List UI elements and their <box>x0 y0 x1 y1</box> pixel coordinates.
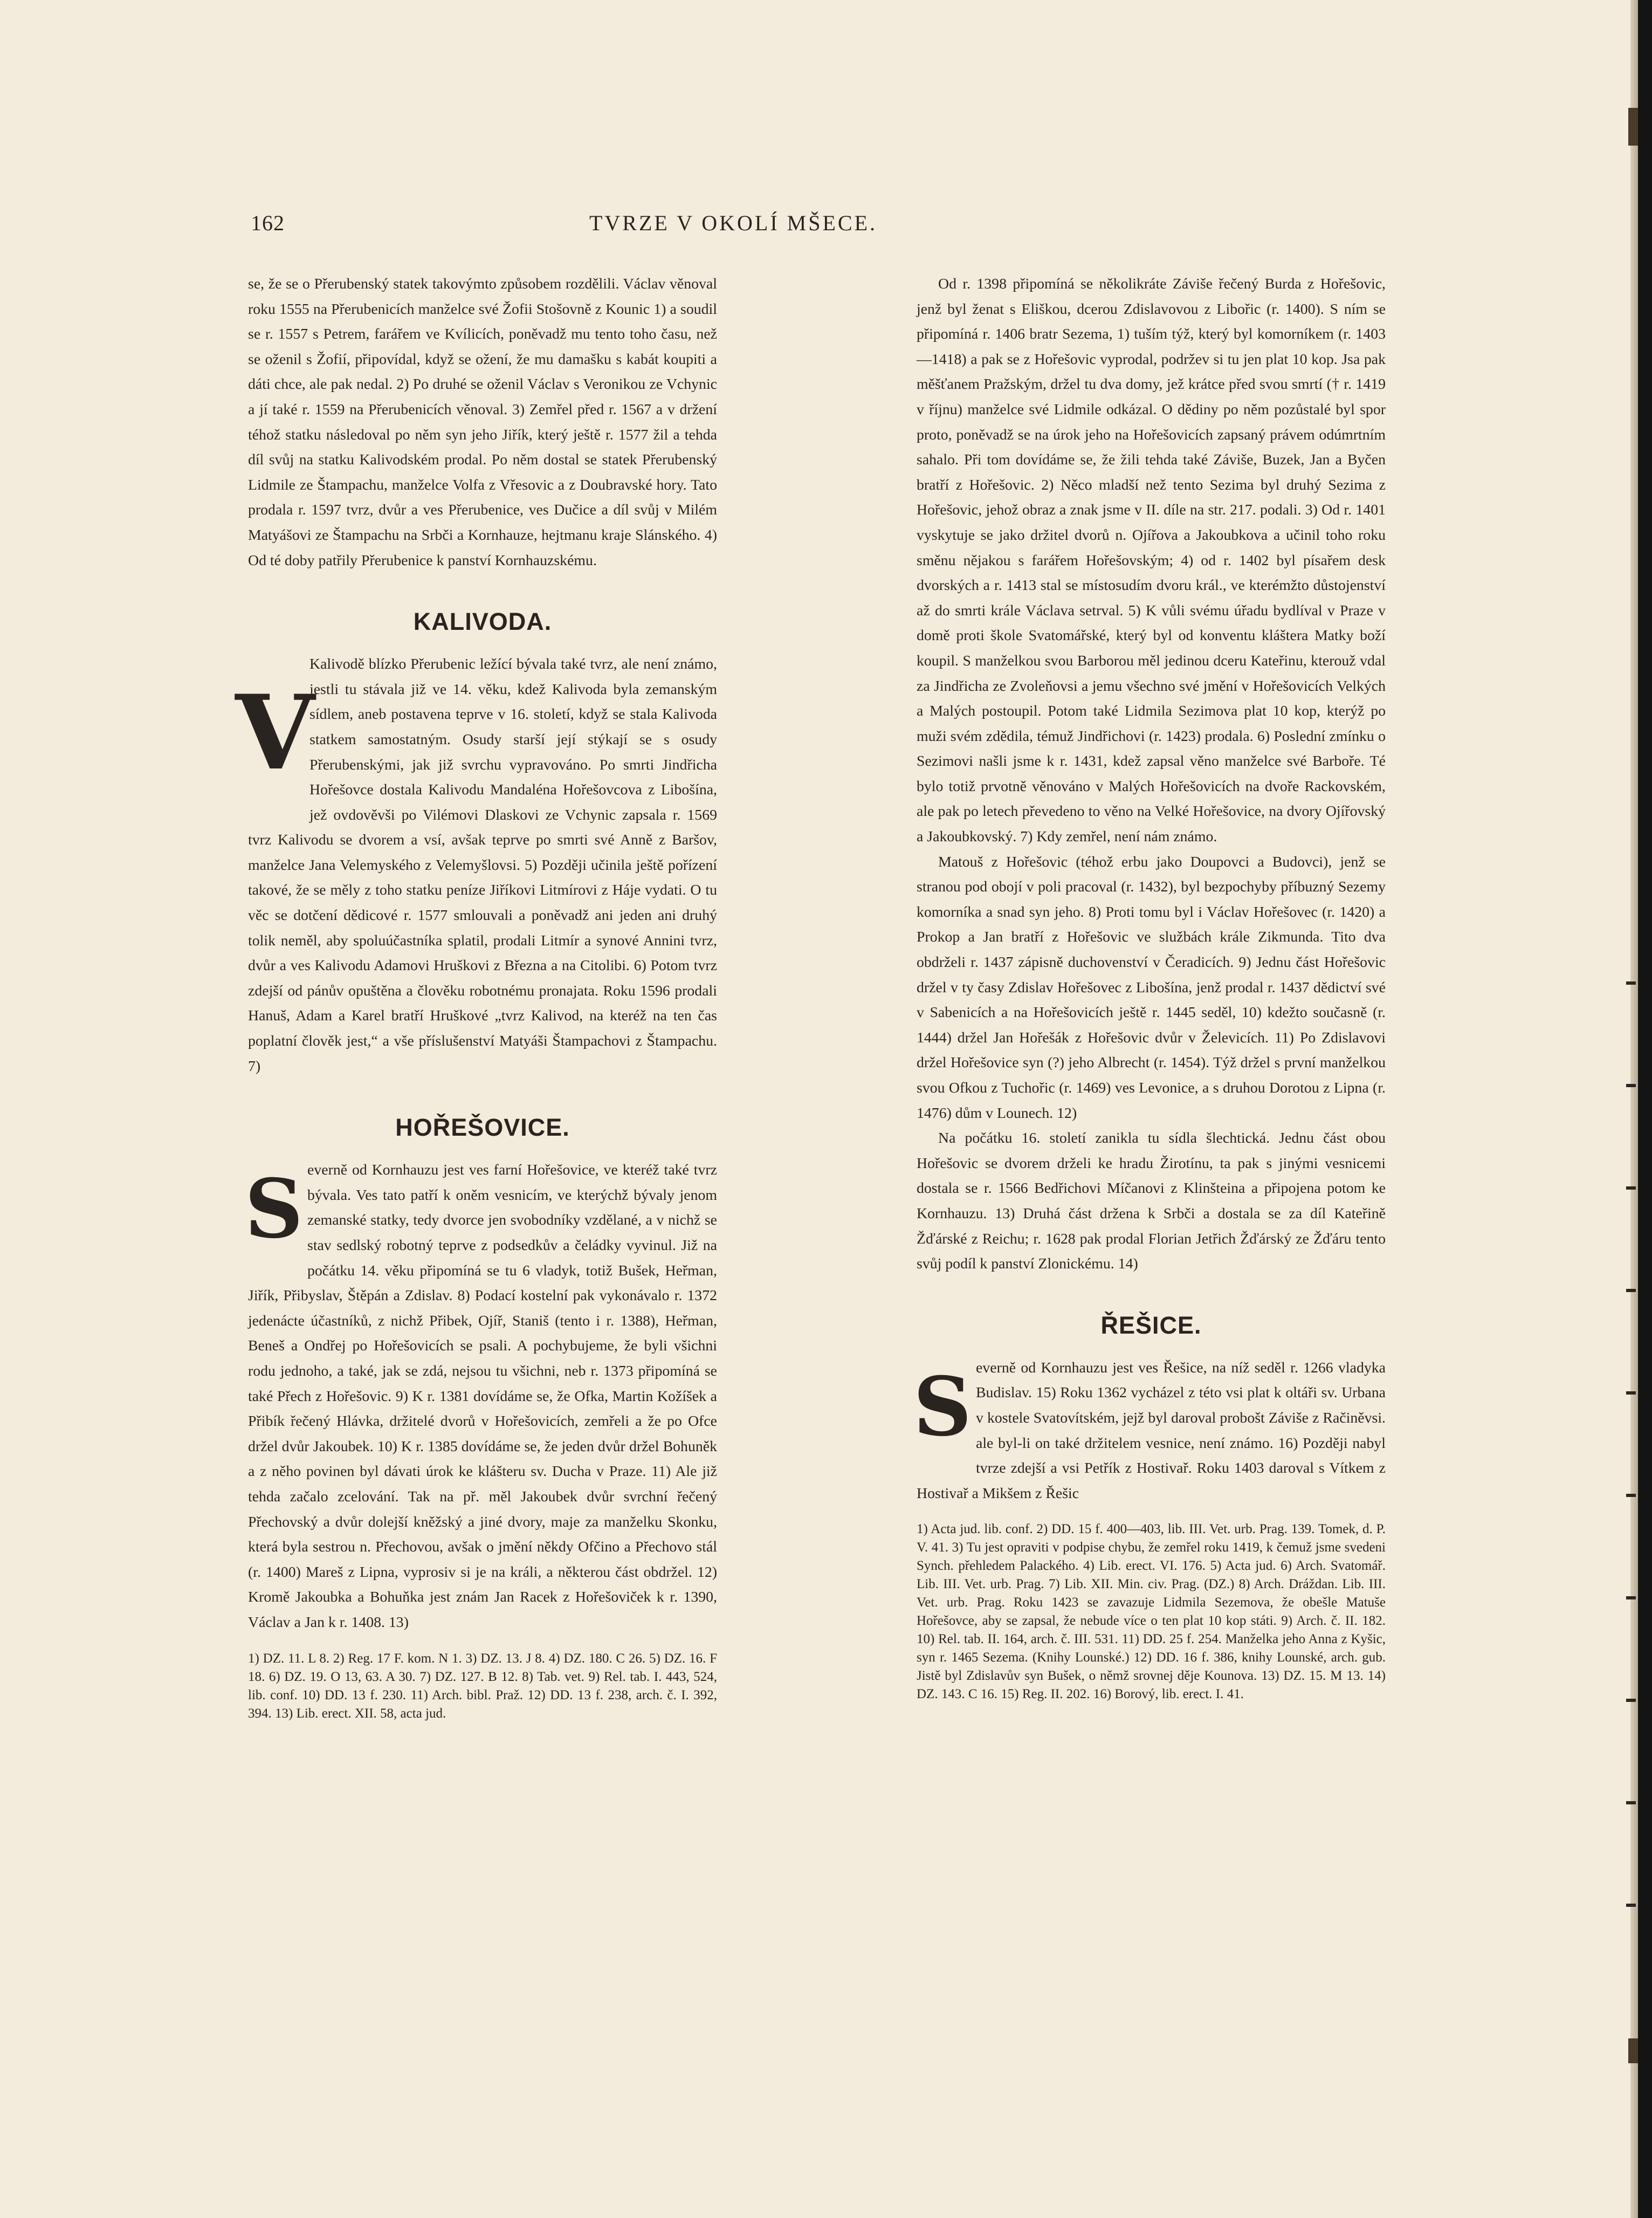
binding-tab <box>1628 108 1638 146</box>
section-title-resice: ŘEŠICE. <box>1100 1311 1202 1339</box>
paragraph: Na počátku 16. století zanikla tu sídla šlechtická. Jednu část obou Hořešovic se dvorem drželi ke hradu Žirotínu, ta pak s jinými vesnicemi dostala se r. 1566 Bedřichovi Míčanovi z Klinšteina a připojena potom ke Kornhauzu. 13) Druhá část držena k Srbči a dostala se za díl Kateřině Žďárské z Reichu; r. 1628 pak prodal Florian Jetřich Žďárský ze Žďáru tento svůj podíl k panství Zlonickému. 14) <box>917 1130 1386 1273</box>
margin-tick <box>1626 1391 1636 1395</box>
scan-border <box>1638 0 1652 2218</box>
margin-tick <box>1626 1289 1636 1292</box>
ornamental-initial: V <box>235 672 315 793</box>
section-text-horesovice: everně od Kornhauzu jest ves farní Hořešovice, ve kteréž také tvrz bývala. Ves tato patří k oněm vesnicím, ve kterýchž bývaly jenom zemanské statky, tedy dvorce jen svobodníky vzdělané, a v nichž se stav sedlský robotný teprve z podsedkův a čeládky vyvinul. Již na počátku 14. věku připomíná se tu 6 vladyk, totiž Bušek, Heřman, Jiřík, Přibyslav, Štěpán a Zdislav. 8) Podací kostelní pak vykonávalo r. 1372 jedenácte účastníků, z nichž Přibek, Ojíř, Staniš (tento i r. 1388), Heřman, Beneš a Ondřej po Hořešovicích se psali. A pochybujeme, že byli všichni rodu jednoho, a také, jak se zdá, nejsou tu všichni, neb r. 1373 připomíná se také Přech z Hořešovic. 9) K r. 1381 dovídáme se, že Ofka, Martin Kožíšek a Přibík řečený Hlávka, držitelé dvorů v Hořešovicích, zemřeli a že po Ofce držel dvůr Jakoubek. 10) K r. 1385 dovídáme se, že jeden dvůr držel Bohuněk a z něho povinen byl dávati úrok ke klášteru sv. Ducha v Praze. 11) Ale již tehda začalo zcelování. Tak na př. měl Jakoubek dvůr svrchní řečený Přechovský a dvůr dolejší kněžský a jiné dvory, maje za manželku Skonku, která byla sestrou n. Přechovou, avšak o jmění někdy Ofčino a Přechovo stál (r. 1400) Mareš z Lipna, vyprosiv si je na králi, a některou část obdržel. 12) Kromě Jakoubka a Bohuňka jest znám Jan Racek z Hořešoviček k r. 1390, Václav a Jan k r. 1408. 13) <box>248 1162 717 1631</box>
margin-tick <box>1626 1084 1636 1087</box>
footnotes-left <box>248 1650 717 1723</box>
margin-tick <box>1626 1186 1636 1190</box>
page-header <box>251 210 1216 243</box>
right-column <box>913 272 1386 1704</box>
margin-tick <box>1626 1699 1636 1702</box>
section-text-resice: everně od Kornhauzu jest ves Řešice, na níž seděl r. 1266 vladyka Budislav. 15) Roku 1362 vycházel z této vsi plat k oltáři sv. Urbana v kostele Svatovítském, jejž byl daroval probošt Záviše z Račiněvsi. ale byl-li on také držitelem vesnice, není známo. 16) Později nabyl tvrze zdejší a vsi Petřík z Hostivař. Roku 1403 daroval s Vítkem z Hostivař a Mikšem z Řešic <box>917 1359 1386 1502</box>
footnotes-text: 1) DZ. 11. L 8. 2) Reg. 17 F. kom. N 1. 3) DZ. 13. J 8. 4) DZ. 180. C 26. 5) DZ. 16. F 18. 6) DZ. 19. O 13, 63. A 30. 7) DZ. 127. B 12. 8) Tab. vet. 9) Rel. tab. I. 443, 524, lib. conf. 10) DD. 13 f. 230. 11) Arch. bibl. Praž. 12) DD. 13 f. 238, arch. č. I. 392, 394. 13) Lib. erect. XII. 58, acta jud. <box>248 1651 717 1721</box>
margin-tick <box>1626 1596 1636 1599</box>
page-number: 162 <box>251 211 285 235</box>
section-text-kalivoda: Kalivodě blízko Přerubenic ležící bývala také tvrz, ale není známo, jestli tu stávala již ve 14. věku, kdež Kalivoda byla zemanským sídlem, aneb postavena teprve v 16. století, když se stala Kalivoda statkem samostatným. Osudy starší její stýkají se s osudy Přerubenskými, jak již svrchu vypravováno. Po smrti Jindřicha Hořešovce dostala Kalivodu Mandaléna Hořešovcova z Libošína, jež ovdověvši po Vilémovi Dlaskovi ze Vchynic zapsala r. 1569 tvrz Kalivodu se dvorem a vsí, avšak teprve po smrti své Anně z Baršov, manželce Jana Velemyského z Velemyšlovsi. 5) Později učinila ještě pořízení takové, že se měly z toho statku peníze Jiříkovi Litmírovi z Háje vydati. O tu věc se dotčení dědicové r. 1577 smlouvali a poněvadž ani jeden ani druhý tolik neměl, aby spoluúčastníka splatil, prodali Litmír a synové Annini tvrz, dvůr a ves Kalivodu Adamovi Hruškovi z Března a na Citolibi. 6) Potom tvrz zdejší od pánův opuštěna a člověku robotnému pronajata. Roku 1596 prodali Hanuš, Adam a Karel bratří Hruškové „tvrz Kalivod, na kteréž na ten čas poplatní člověk jest,“ a vše příslušenství Matyáši Štampachovi z Štampachu. 7) <box>248 656 717 1075</box>
footnotes-right <box>917 1520 1386 1704</box>
page-edge <box>1630 0 1638 2218</box>
left-column <box>235 272 717 1723</box>
ornamental-initial: S <box>913 1359 972 1454</box>
footnotes-text: 1) Acta jud. lib. conf. 2) DD. 15 f. 400—403, lib. III. Vet. urb. Prag. 139. Tomek, d. P. V. 41. 3) Tu jest opraviti v podpise chybu, že zemřel roku 1419, k čemuž jsme svedeni Synch. přehledem Palackého. 4) Lib. erect. VI. 176. 5) Acta jud. 6) Arch. Svatomář. Lib. III. Vet. urb. Prag. 7) Lib. XII. Min. civ. Prag. (DZ.) 8) Arch. Dráždan. Lib. III. Vet. urb. Prag. Roku 1423 se zavazuje Lidmila Sezemova, že obešle Matuše Hořešovce, aby se zapsal, že nebude více o ten plat 10 kop státi. 9) Arch. č. II. 182. 10) Rel. tab. II. 164, arch. č. III. 531. 11) DD. 25 f. 254. Manželka jeho Anna z Kyšic, syn r. 1465 Sezema. (Knihy Lounské.) 12) DD. 16 f. 386, knihy Lounské, arch. gub. Jistě byl Zdislavův syn Bušek, o němž srovnej děje Kounova. 13) DZ. 15. M 13. 14) DZ. 143. C 16. 15) Reg. II. 202. 16) Borový, lib. erect. I. 41. <box>917 1522 1386 1702</box>
section-title-horesovice: HOŘEŠOVICE. <box>395 1114 570 1142</box>
paragraph: Od r. 1398 připomíná se několikráte Záviše řečený Burda z Hořešovic, jenž byl ženat s Eliškou, dcerou Zdislavovou z Libořic (r. 1400). S ním se připomíná r. 1406 bratr Sezema, 1) tuším týž, který byl komorníkem (r. 1403—1418) a pak se z Hořešovic vyprodal, podržev si tu jen plat 10 kop. Jsa pak měšťanem Pražským, držel tu dva domy, jež krátce před svou smrtí († r. 1419 v říjnu) manželce své Lidmile odkázal. O dědiny po něm pozůstalé byl spor proto, poněvadž se na úrok jeho na Hořešovicích zapsaný právem odúmrtním sahalo. Při tom dovídáme se, že žili tehda také Záviše, Buzek, Jan a Byčen bratří z Hořešovic. 2) Něco mladší než tento Sezima byl druhý Sezima z Hořešovic, jehož obraz a znak jsme v II. díle na str. 217. podali. 3) Od r. 1401 vyskytuje se jako držitel dvorů n. Ojířova a Jakoubkova a učinil toho roku směnu nějakou s farářem Hořešovským; 4) od r. 1402 byl písařem desk dvorských a r. 1413 stal se místosudím dvoru král., ve kterémžto důstojenství až do smrti krále Václava setrval. 5) K vůli svému úřadu bydlíval v Praze v domě proti škole Svatomářské, který byl od konventu kláštera Matky boží koupil. S manželkou svou Barborou měl jedinou dceru Kateřinu, kterouž vdal za Jindřicha ze Zvoleňovsi a jemu všechno své jmění v Hořešovicích Velkých a Malých postoupil. Potom také Lidmila Sezimova plat 10 kop, kterýž po muži svém zdědila, témuž Jindřichovi (r. 1423) prodala. 6) Poslední zmínku o Sezimovi našli jsme k r. 1431, kdež zapsal věno manželce své Barboře. Té bylo totiž prvotně věnováno v Malých Hořešovicích na dvoře Rackovském, ale pak po letech převedeno to věno na Velké Hořešovice, na dvory Ojířovský a Jakoubkovský. 7) Kdy zemřel, není nám známo. <box>917 276 1386 846</box>
running-head: TVRZE V OKOLÍ MŠECE. <box>589 211 878 235</box>
binding-tab <box>1628 2038 1638 2063</box>
section-title-kalivoda: KALIVODA. <box>413 608 552 636</box>
intro-paragraph: se, že se o Přerubenský statek takovýmto způsobem rozdělili. Václav věnoval roku 1555 na Přerubenicích manželce své Žofii Stošovně z Kounic 1) a soudil se r. 1557 s Petrem, farářem ve Kvílicích, poněvadž mu tento toho času, než se oženil s Žofií, připovídal, když se ožení, že mu damašku s kabát koupiti a dáti chce, ale pak nedal. 2) Po druhé se oženil Václav s Veronikou ze Vchynic a jí také r. 1559 na Přerubenicích věnoval. 3) Zemřel před r. 1567 a v držení téhož statku následoval po něm syn jeho Jiřík, který ještě r. 1577 žil a tehda díl svůj na statku Kalivodském prodal. Po něm dostal se statek Přerubenský Lidmile ze Štampachu, manželce Volfa z Vřesovic a z Doubravské hory. Tato prodala r. 1597 tvrz, dvůr a ves Přerubenice, ves Dučice a díl svůj v Milém Matyášovi ze Štampachu na Srbči a Kornhauze, hejtmanu kraje Slánského. 4) Od té doby patřily Přerubenice k panství Kornhauzskému. <box>248 276 717 569</box>
paragraph: Matouš z Hořešovic (téhož erbu jako Doupovci a Budovci), jenž se stranou pod obojí v poli pracoval (r. 1432), byl bezpochyby příbuzný Sezemy komorníka a snad syn jeho. 8) Proti tomu byl i Václav Hořešovec (r. 1420) a Prokop a Jan bratří z Hořešovic ve službách krále Zikmunda. Tito dva obdrželi r. 1437 zápisně duchovenství v Čeradicích. 9) Jednu část Hořešovic držel v ty časy Zdislav Hořešovec z Libošína, jenž prodal r. 1437 dědictví své v Sabenicích a na Hořešovicích ještě r. 1445 seděl, 10) kdežto současně (r. 1444) držel Jan Hořešák z Hořešovic dvůr v Želevicích. 11) Po Zdislavovi držel Hořešovice syn (?) jeho Albrecht (r. 1454). Týž držel s první manželkou svou Ofkou z Tuchořic (r. 1469) ves Levonice, a s druhou Dorotou z Lipna (r. 1476) dům v Lounech. 12) <box>917 853 1386 1122</box>
margin-tick <box>1626 1801 1636 1804</box>
margin-tick <box>1626 981 1636 985</box>
margin-tick <box>1626 1904 1636 1907</box>
margin-tick <box>1626 1494 1636 1497</box>
ornamental-initial: S <box>244 1162 304 1257</box>
